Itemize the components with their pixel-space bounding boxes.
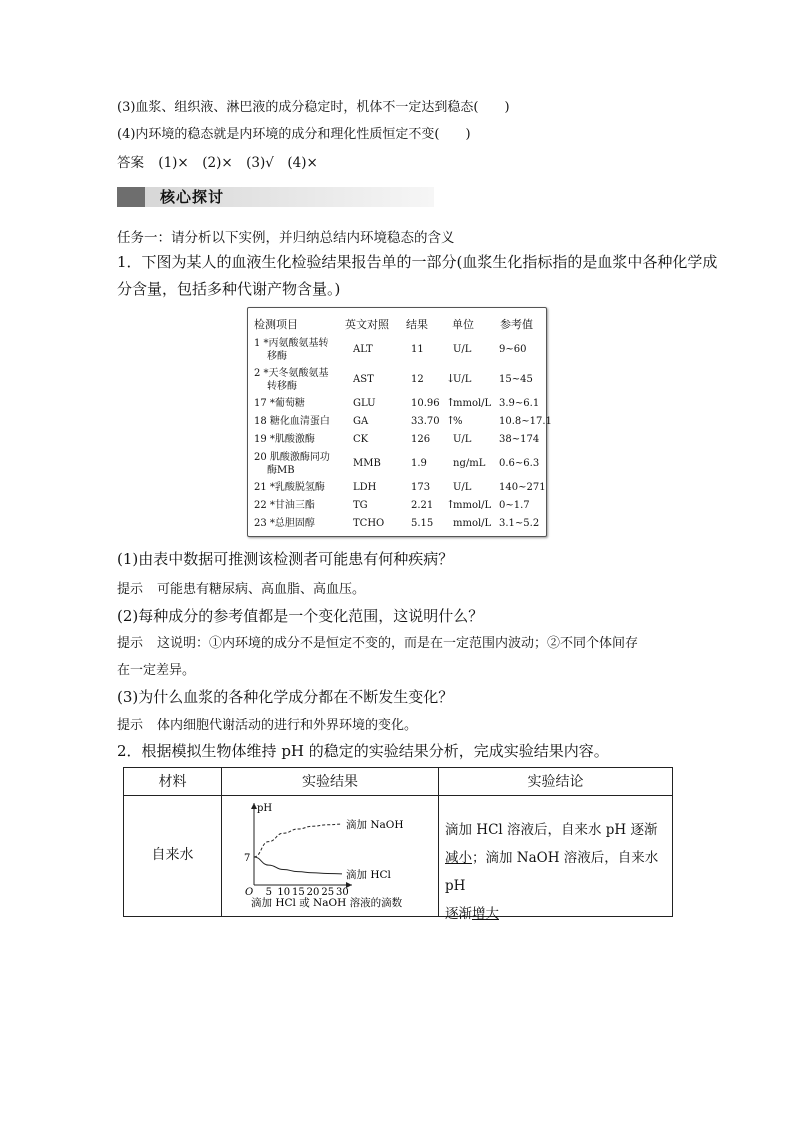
- y-tick-label: 7: [244, 853, 251, 864]
- report-item-name: 21 *乳酸脱氢酶: [254, 482, 325, 493]
- report-unit: U/L: [453, 482, 472, 493]
- x-tick-label: 25: [321, 887, 335, 898]
- experiment-table: [123, 767, 673, 922]
- report-result: 126: [411, 434, 431, 445]
- section-heading-block: [117, 187, 145, 207]
- series-line-hcl: [254, 857, 342, 874]
- sub-question-3: (3)为什么血浆的各种化学成分都在不断发生变化？: [117, 688, 454, 706]
- report-item-name: 19 *肌酸激酶: [254, 434, 315, 445]
- sub-question-2: (2)每种成分的参考值都是一个变化范围，这说明什么？: [117, 607, 484, 625]
- report-item-name-cont: 酶MB: [267, 465, 295, 476]
- report-unit: U/L: [453, 434, 472, 445]
- conclusion-cell: [445, 816, 669, 928]
- conclusion-part-1: 滴加 HCl 溶液后，自来水 pH 逐渐: [445, 822, 658, 838]
- report-item-name-cont: 转移酶: [267, 381, 297, 392]
- report-result: 10.96: [411, 398, 440, 409]
- report-abbr: LDH: [353, 482, 377, 493]
- report-header-2: 结果: [406, 318, 428, 331]
- x-tick-label: 30: [336, 887, 349, 898]
- task-1: 任务一：请分析以下实例，并归纳总结内环境稳态的含义: [117, 230, 455, 246]
- report-header-1: 英文对照: [345, 318, 389, 331]
- sub-question-1: (1)由表中数据可推测该检测者可能患有何种疾病？: [117, 550, 454, 568]
- material-cell: 自来水: [151, 847, 194, 863]
- report-item-name: 22 *甘油三酯: [254, 500, 315, 511]
- report-ref: 10.8~17.1: [499, 416, 552, 427]
- report-abbr: ALT: [353, 344, 373, 355]
- up-arrow-icon: ↑: [446, 414, 456, 427]
- hint-1-label: 提示: [117, 582, 144, 597]
- report-item-name: 20 肌酸激酶同功: [254, 452, 330, 463]
- hint-1-text: 可能患有糖尿病、高血脂、高血压。: [157, 582, 366, 597]
- header-material: 材料: [158, 774, 187, 790]
- header-result: 实验结果: [302, 774, 358, 790]
- report-ref: 38~174: [499, 434, 540, 445]
- report-unit: U/L: [453, 374, 472, 385]
- hint-3-label: 提示: [117, 718, 144, 733]
- report-abbr: TG: [353, 500, 368, 511]
- answer-label: 答案: [117, 155, 144, 171]
- hint-1: [117, 578, 365, 597]
- question-1-line-2: 分含量，包括多种代谢产物含量。): [117, 280, 341, 298]
- report-ref: 140~271: [499, 482, 546, 493]
- hint-3: [117, 714, 417, 733]
- report-item-name: 23 *总胆固醇: [254, 518, 315, 529]
- report-abbr: GA: [353, 416, 369, 427]
- header-conclusion: 实验结论: [527, 774, 584, 790]
- report-item-name-cont: 移酶: [267, 351, 287, 362]
- conclusion-answer-1: 减小: [445, 850, 472, 866]
- report-item-name: 17 *葡萄糖: [254, 398, 305, 409]
- report-header-4: 参考值: [500, 318, 533, 331]
- hint-2-line-2: 在一定差异。: [117, 663, 196, 678]
- question-1-line-1: 1．下图为某人的血液生化检验结果报告单的一部分(血浆生化指标指的是血浆中各种化学成: [117, 253, 718, 271]
- report-ref: 0.6~6.3: [499, 458, 540, 469]
- x-tick-label: 5: [265, 887, 273, 898]
- report-abbr: TCHO: [353, 518, 385, 529]
- series-label-naoh: 滴加 NaOH: [346, 819, 404, 832]
- answer-line: [117, 151, 318, 171]
- series-label-hcl: 滴加 HCl: [346, 868, 391, 881]
- report-unit: mmol/L: [453, 518, 492, 529]
- blood-report-table: [247, 307, 552, 537]
- report-ref: 15~45: [499, 374, 533, 385]
- report-unit: mmol/L: [453, 398, 492, 409]
- report-ref: 0~1.7: [499, 500, 530, 511]
- report-header-3: 单位: [452, 318, 474, 331]
- report-abbr: GLU: [353, 398, 376, 409]
- x-axis-label: 滴加 HCl 或 NaOH 溶液的滴数: [251, 897, 403, 909]
- up-arrow-icon: ↑: [446, 498, 456, 511]
- report-item-name: 18 糖化血清蛋白: [254, 416, 330, 427]
- conclusion-part-2: ；滴加 NaOH 溶液后，自来水 pH: [445, 850, 659, 894]
- origin-label: O: [245, 887, 254, 898]
- report-header-0: 检测项目: [254, 318, 298, 331]
- report-result: 5.15: [411, 518, 434, 529]
- answer-text: (1)× (2)× (3)√ (4)×: [158, 155, 318, 171]
- report-unit: ng/mL: [453, 458, 486, 469]
- y-axis-label: pH: [257, 803, 273, 814]
- report-result: 1.9: [411, 458, 427, 469]
- hint-2-text: 这说明：①内环境的成分不是恒定不变的，而是在一定范围内波动；②不同个体间存: [157, 636, 639, 651]
- report-result: 33.70: [411, 416, 440, 427]
- conclusion-answer-2: 增大: [472, 906, 499, 922]
- x-tick-label: 10: [277, 887, 291, 898]
- hint-2-line-1: [117, 632, 638, 651]
- report-abbr: AST: [353, 374, 374, 385]
- ph-chart: [222, 797, 438, 915]
- report-ref: 3.9~6.1: [499, 398, 540, 409]
- report-abbr: MMB: [353, 458, 381, 469]
- report-item-name: 2 *天冬氨酸氨基: [254, 368, 329, 379]
- report-ref: 9~60: [499, 344, 527, 355]
- question-2: 2．根据模拟生物体维持 pH 的稳定的实验结果分析，完成实验结果内容。: [117, 742, 609, 760]
- up-arrow-icon: ↑: [446, 396, 456, 409]
- x-tick-label: 20: [306, 887, 320, 898]
- report-result: 173: [411, 482, 431, 493]
- x-tick-label: 15: [292, 887, 305, 898]
- report-unit: U/L: [453, 344, 472, 355]
- conclusion-part-3: 逐渐: [445, 906, 472, 922]
- judge-item-3: (3)血浆、组织液、淋巴液的成分稳定时，机体不一定达到稳态( ): [117, 100, 510, 115]
- hint-3-text: 体内细胞代谢活动的进行和外界环境的变化。: [157, 718, 418, 733]
- report-item-name: 1 *丙氨酸氨基转: [254, 338, 329, 349]
- report-result: 12: [411, 374, 424, 385]
- report-unit: %: [453, 416, 463, 427]
- down-arrow-icon: ↓: [446, 372, 456, 385]
- report-abbr: CK: [353, 434, 369, 445]
- section-title: 核心探讨: [160, 188, 225, 206]
- hint-2-label: 提示: [117, 636, 144, 651]
- series-line-naoh: [254, 824, 342, 857]
- judge-item-4: (4)内环境的稳态就是内环境的成分和理化性质恒定不变( ): [117, 127, 471, 142]
- report-ref: 3.1~5.2: [499, 518, 540, 529]
- report-unit: mmol/L: [453, 500, 492, 511]
- report-result: 2.21: [411, 500, 434, 511]
- report-result: 11: [411, 344, 424, 355]
